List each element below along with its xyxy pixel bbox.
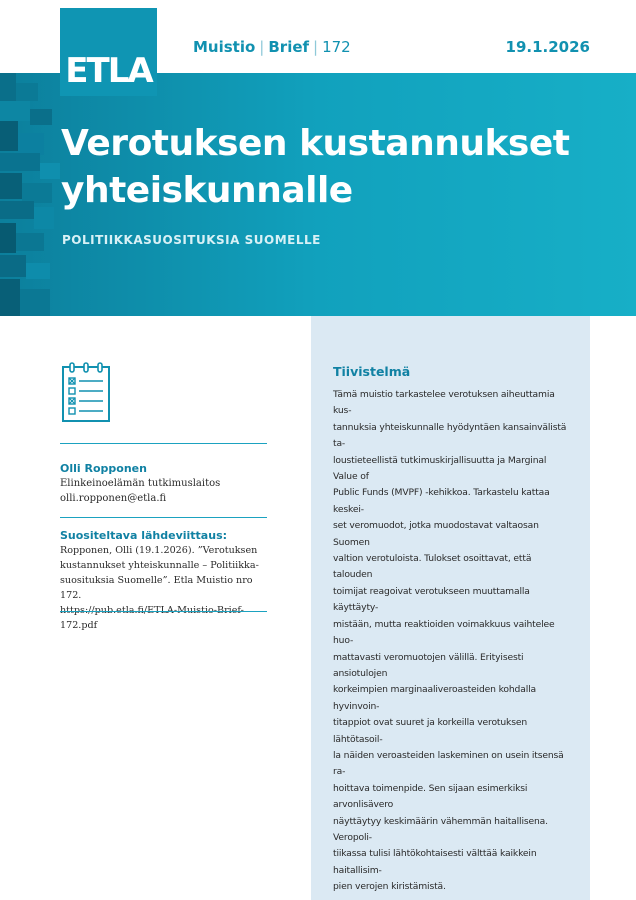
summary-line: titappiot ovat suuret ja korkeilla verotuksen lähtötasoil- [333,717,528,745]
page-title [61,120,601,214]
summary-line: Tämä muistio tarkastelee verotuksen aiheuttamia kus- [333,389,555,417]
summary-heading: Tiivistelmä [333,364,411,379]
series-label: Muistio | Brief | 172 [193,38,351,56]
logo-text: ETLA [65,51,152,91]
citation-heading: Suositeltava lähdeviittaus: [60,529,228,542]
summary-panel [311,316,590,900]
summary-line: valtion verotuloista. Tulokset osoittavat, että talouden [333,553,532,581]
summary-line: tiikassa tulisi lähtökohtaisesti välttää kaikkein haitallisim- [333,848,537,876]
pixel-mosaic-decoration [0,73,70,316]
author-name: Olli Ropponen [60,462,147,475]
summary-line: mistään, mutta reaktioiden voimakkuus vaihtelee huo- [333,618,555,647]
page-subtitle: POLITIIKKASUOSITUKSIA SUOMELLE [62,233,321,247]
author-info [60,476,220,506]
citation-line: kustannukset yhteiskunnalle – Politiikka- [60,560,259,571]
summary-line: näyttäytyy keskimäärin vähemmän haitallisena. Veropoli- [333,815,548,843]
title-line-1: Verotuksen kustannukset [61,123,570,164]
summary-line: tannuksia yhteiskunnalle hyödyntäen kansainvälistä ta- [333,421,567,450]
citation-line: suosituksia Suomelle”. Etla Muistio nro 172. [60,575,253,601]
summary-line: korkeimpien marginaaliveroasteiden kohdalla hyvinvoin- [333,684,537,712]
series-number: 172 [322,38,351,56]
summary-text [333,387,568,896]
summary-line: set veromuodot, jotka muodostavat valtaosan Suomen [333,520,539,548]
divider [60,517,267,518]
summary-line: la näiden veroasteiden laskeminen on usein itsensä ra- [333,749,564,778]
summary-line: Public Funds (MVPF) -kehikkoa. Tarkastelu kattaa keskei- [333,487,550,515]
summary-line: pien verojen kiristämistä. [333,881,446,893]
series-name: Muistio [193,38,256,56]
citation-url[interactable]: 172.pdf [60,620,98,631]
series-name-en: Brief [268,38,310,56]
divider [60,611,267,612]
summary-line: loustieteellistä tutkimuskirjallisuutta ja Marginal Value of [333,454,547,483]
summary-line: toimijat reagoivat verotukseen muuttamalla käyttäyty- [333,585,530,614]
checklist-clipboard-icon [60,362,112,429]
summary-line: hoittava toimenpide. Sen sijaan esimerkiksi arvonlisävero [333,782,528,811]
author-affiliation: Elinkeinoelämän tutkimuslaitos [60,478,221,489]
summary-line: mattavasti veromuotojen välillä. Erityisesti ansiotulojen [333,651,524,679]
publication-date: 19.1.2026 [505,38,590,56]
author-email[interactable]: olli.ropponen@etla.fi [60,493,167,504]
title-line-2: yhteiskunnalle [61,170,353,211]
etla-logo [60,8,157,96]
citation-text [60,543,275,633]
citation-line: Ropponen, Olli (19.1.2026). ”Verotuksen [60,545,258,556]
divider [60,443,267,444]
